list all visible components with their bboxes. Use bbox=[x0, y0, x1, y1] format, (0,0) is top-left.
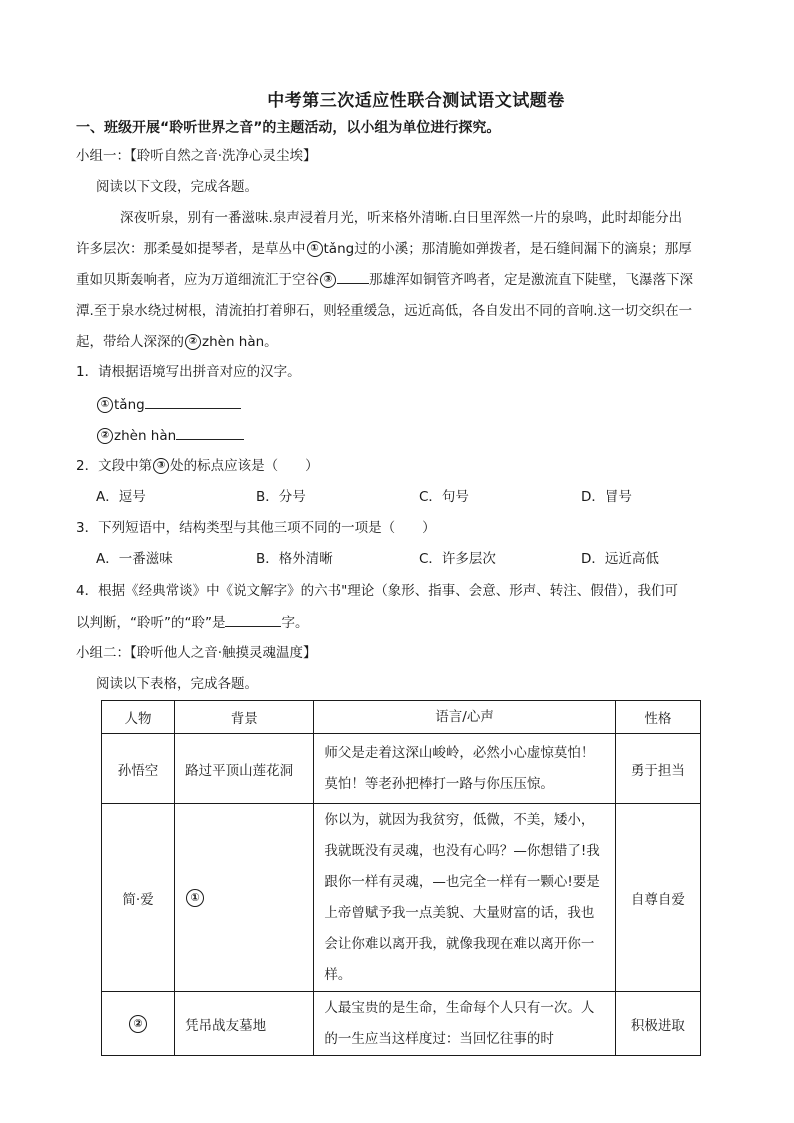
answer-blank[interactable] bbox=[145, 394, 241, 409]
q2-option-c[interactable]: C．句号 bbox=[419, 489, 469, 505]
blank-marker-1: ① bbox=[186, 889, 204, 907]
table-cell-background bbox=[175, 804, 314, 992]
group1-instruction: 阅读以下文段，完成各题。 bbox=[96, 179, 258, 195]
table-header: 性格 bbox=[615, 701, 700, 734]
q4-stem-text: 以判断，“聆听”的“聆”是 bbox=[76, 615, 226, 631]
table-cell-name bbox=[102, 992, 175, 1056]
pinyin: tǎng bbox=[114, 397, 145, 413]
passage-text: 许多层次：那柔曼如提琴者，是草丛中 bbox=[76, 241, 306, 257]
passage-text: 重如贝斯轰响者，应为万道细流汇于空谷 bbox=[76, 272, 319, 288]
pinyin: zhèn hàn bbox=[114, 428, 177, 444]
answer-blank[interactable] bbox=[225, 612, 281, 627]
q3-option-d[interactable]: D．远近高低 bbox=[581, 551, 659, 567]
q3-option-a[interactable]: A．一番滋味 bbox=[96, 551, 173, 567]
table-cell-trait: 积极进取 bbox=[615, 992, 700, 1056]
table-cell-trait: 勇于担当 bbox=[615, 734, 700, 804]
q4-stem-text: 字。 bbox=[281, 615, 309, 631]
passage-text: zhèn hàn。 bbox=[202, 334, 278, 350]
marker-1: ① bbox=[307, 241, 323, 257]
table-cell-background: 路过平顶山莲花洞 bbox=[175, 734, 314, 804]
table-header-row bbox=[102, 701, 701, 734]
table-header: 人物 bbox=[102, 701, 175, 734]
page-title: 中考第三次适应性联合测试语文试题卷 bbox=[267, 91, 565, 111]
table-row bbox=[102, 804, 701, 992]
table-header: 背景 bbox=[175, 701, 314, 734]
voice-text: 人最宝贵的是生命，生命每个人只有一次。人的一生应当这样度过：当回忆往事的时 bbox=[324, 999, 595, 1047]
group2-instruction: 阅读以下表格，完成各题。 bbox=[96, 676, 258, 692]
q1-stem: 1．请根据语境写出拼音对应的汉字。 bbox=[76, 364, 301, 380]
passage-line bbox=[76, 265, 748, 296]
q3-stem: 3．下列短语中，结构类型与其他三项不同的一项是（ ） bbox=[76, 520, 436, 536]
group2-label: 小组二：【聆听他人之音·触摸灵魂温度】 bbox=[76, 645, 317, 661]
blank-line bbox=[337, 269, 369, 284]
q2-stem bbox=[76, 456, 319, 476]
marker-3: ③ bbox=[320, 272, 336, 288]
table-cell-name: 简·爱 bbox=[102, 804, 175, 992]
character-table bbox=[101, 700, 701, 1056]
passage-line bbox=[76, 234, 748, 265]
table-header: 语言/心声 bbox=[314, 701, 616, 734]
marker-1: ① bbox=[97, 397, 113, 413]
q3-option-c[interactable]: C．许多层次 bbox=[419, 551, 496, 567]
q3-option-b[interactable]: B．格外清晰 bbox=[256, 551, 333, 567]
table-row bbox=[102, 734, 701, 804]
q4-stem: 4．根据《经典常谈》中《说文解字》的六书"理论（象形、指事、会意、形声、转注、假借），我们可 bbox=[76, 583, 679, 599]
table-cell-voice bbox=[314, 992, 616, 1056]
marker-2: ② bbox=[97, 428, 113, 444]
table-cell-voice: 你以为，就因为我贫穷，低微，不美，矮小，我就既没有灵魂，也没有心吗？—你想错了!我跟你一样有灵魂，—也完全一样有一颗心!要是上帝曾赋予我一点美貌、大量财富的话，我也会让你难以离开我，就像我现在难以离开你一样。 bbox=[314, 804, 616, 992]
marker-2: ② bbox=[185, 334, 201, 350]
group1-label: 小组一：【聆听自然之音·洗净心灵尘埃】 bbox=[76, 148, 317, 164]
passage-text: tǎng过的小溪；那清脆如弹拨者，是石缝间漏下的滴泉；那厚 bbox=[323, 241, 692, 257]
passage-line: 深夜听泉，别有一番滋味.泉声浸着月光，听来格外清晰.白日里浑然一片的泉鸣，此时却能分出 bbox=[120, 210, 683, 226]
table-cell-name: 孙悟空 bbox=[102, 734, 175, 804]
table-cell-voice: 师父是走着这深山峻岭，必然小心虚惊莫怕！莫怕！等老孙把棒打一路与你压压惊。 bbox=[314, 734, 616, 804]
q2-option-b[interactable]: B．分号 bbox=[256, 489, 306, 505]
answer-blank[interactable] bbox=[176, 425, 244, 440]
passage-text: 那雄浑如铜管齐鸣者，定是激流直下陡壁，飞瀑落下深 bbox=[369, 272, 693, 288]
q2-stem-text: 处的标点应该是（ ） bbox=[170, 458, 319, 474]
section1-heading: 一、班级开展“聆听世界之音”的主题活动，以小组为单位进行探究。 bbox=[76, 120, 501, 136]
q2-stem-text: 2．文段中第 bbox=[76, 458, 153, 474]
q1-answer-b bbox=[96, 425, 244, 446]
q2-option-d[interactable]: D．冒号 bbox=[581, 489, 632, 505]
table-row bbox=[102, 992, 701, 1056]
marker-3: ③ bbox=[153, 458, 169, 474]
blank-marker-2: ② bbox=[129, 1015, 147, 1033]
q2-option-a[interactable]: A．逗号 bbox=[96, 489, 146, 505]
passage-line: 潭.至于泉水绕过树根，清流拍打着卵石，则轻重缓急，远近高低，各自发出不同的音响.这一切交织在一 bbox=[76, 303, 693, 319]
table-cell-background: 凭吊战友墓地 bbox=[175, 992, 314, 1056]
passage-text: 起，带给人深深的 bbox=[76, 334, 184, 350]
q1-answer-a bbox=[96, 394, 241, 415]
q4-stem-line2 bbox=[76, 612, 308, 633]
table-cell-trait: 自尊自爱 bbox=[615, 804, 700, 992]
passage-line bbox=[76, 327, 748, 358]
passage bbox=[76, 203, 748, 358]
